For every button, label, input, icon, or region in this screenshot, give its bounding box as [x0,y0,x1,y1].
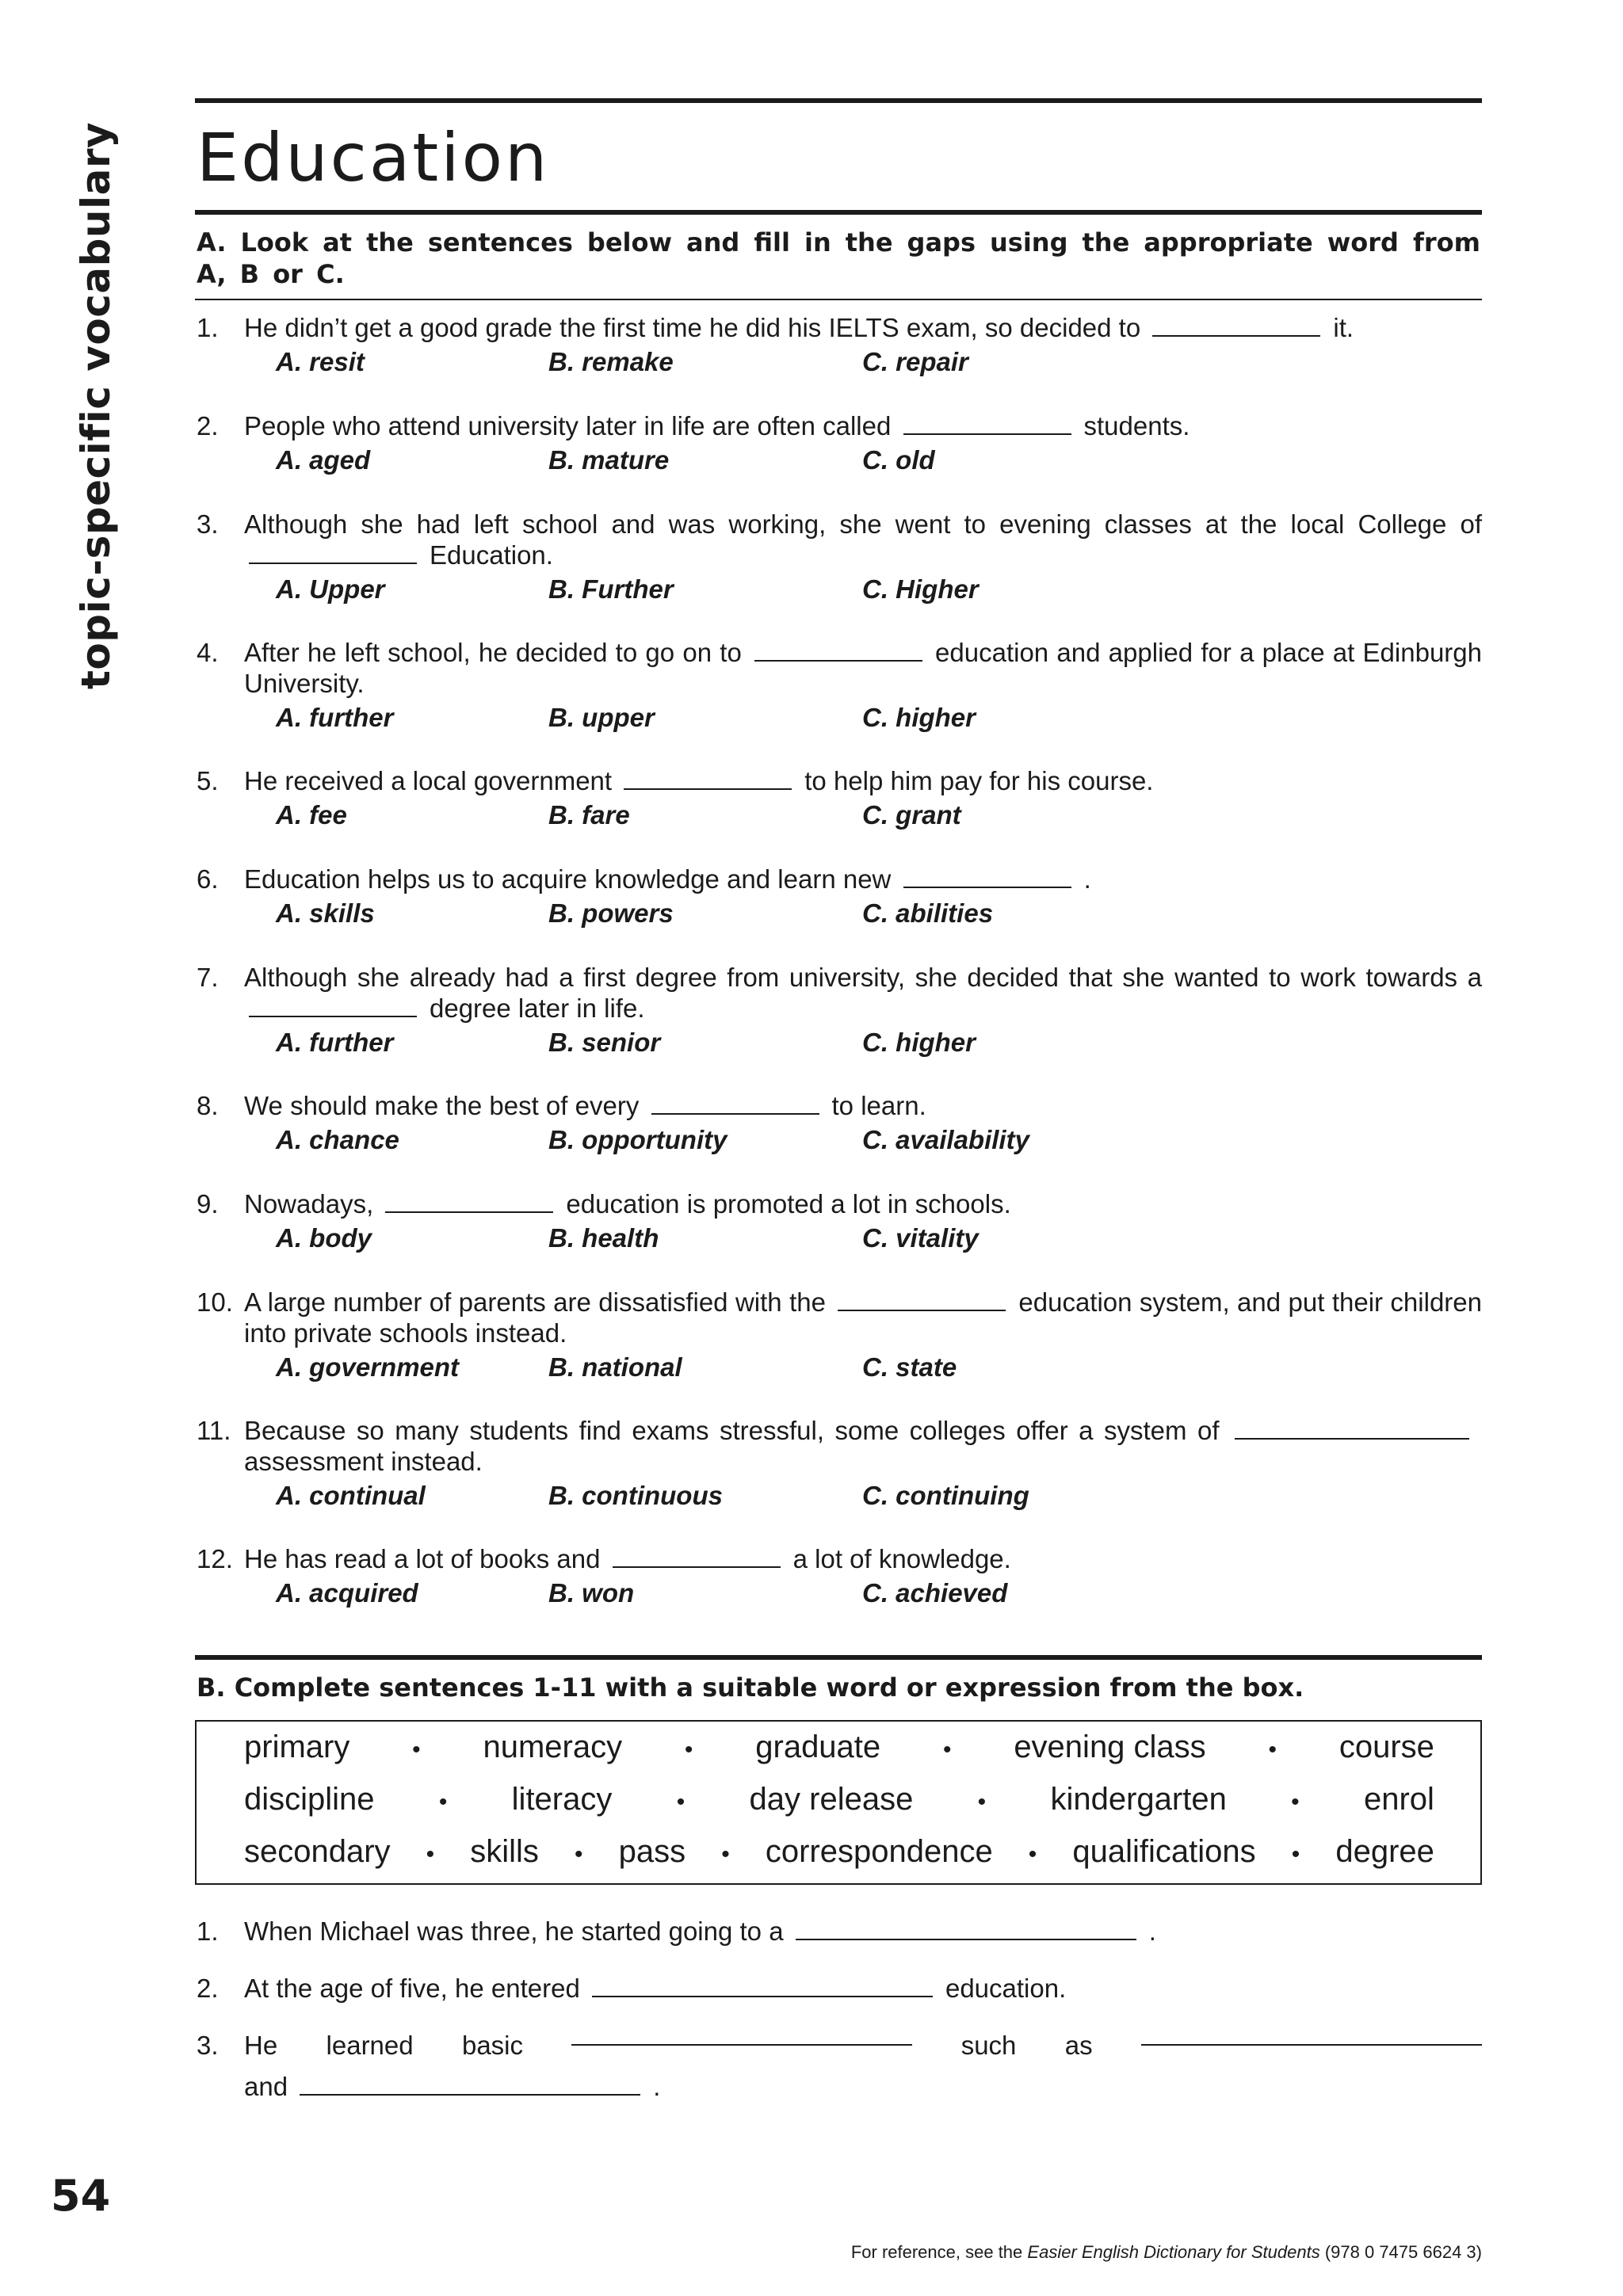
option-c[interactable]: C. achieved [862,1578,1008,1608]
option-c[interactable]: C. vitality [862,1223,979,1253]
question-stem: He has read a lot of books and [244,1544,601,1573]
option-a[interactable]: A. resit [276,347,365,376]
option-b[interactable]: B. national [548,1352,682,1382]
fill-sentence [197,2025,1482,2107]
word-box-item: day release [749,1782,914,1817]
question-5 [197,765,1482,831]
answer-blank[interactable] [651,1094,819,1115]
question-stem-end: it. [1333,313,1354,342]
question-number: 2. [197,411,219,441]
question-text [244,962,1482,1024]
answer-blank[interactable] [385,1192,553,1213]
answer-blank[interactable] [249,997,417,1017]
question-number: 11. [197,1416,231,1445]
answer-blank[interactable] [1152,316,1320,337]
option-b[interactable]: B. remake [548,347,674,376]
question-1 [197,312,1482,378]
bullet-separator: • [426,1841,435,1867]
bullet-separator: • [1291,1841,1300,1867]
question-stem: We should make the best of every [244,1091,640,1120]
question-stem-end: to help him pay for his course. [804,766,1154,795]
question-stem-end: education system, and put their children into private schools instead. [244,1287,1483,1348]
question-number: 3. [197,509,219,539]
question-stem: People who attend university later in life are often called [244,411,892,441]
bullet-separator: • [1028,1841,1037,1867]
option-b[interactable]: B. continuous [548,1481,723,1510]
question-stem: Nowadays, [244,1189,374,1219]
word-box-item: correspondence [765,1834,993,1869]
footer-isbn: (978 0 7475 6624 3) [1324,2242,1482,2262]
word-box-item: course [1338,1730,1434,1764]
bullet-separator: • [684,1737,693,1763]
option-c[interactable]: C. repair [862,347,968,376]
word-box-item: evening class [1014,1730,1206,1764]
bullet-separator: • [438,1789,448,1815]
bullet-separator: • [676,1789,685,1815]
question-stem-end: students. [1083,411,1190,441]
question-stem: He received a local government [244,766,613,795]
word-box-item: degree [1335,1834,1434,1869]
answer-blank[interactable] [300,2075,640,2096]
question-stem-end: . [1083,864,1091,894]
question-6 [197,864,1482,929]
question-8 [197,1090,1482,1156]
answer-options [197,796,1482,831]
option-c[interactable]: C. grant [862,800,961,830]
word-box-item: kindergarten [1050,1782,1227,1817]
sentence-number: 3. [197,2031,219,2060]
answer-blank[interactable] [249,543,417,564]
question-3 [197,509,1482,605]
question-number: 12. [197,1544,233,1573]
bullet-separator: • [575,1841,583,1867]
question-4 [197,637,1482,734]
option-b[interactable]: B. fare [548,800,630,830]
sentence-text: . [1148,1917,1156,1946]
page-title: Education [197,119,550,196]
answer-options [197,1477,1482,1512]
question-number: 5. [197,766,219,795]
sentence-number: 1. [197,1917,219,1946]
answer-blank[interactable] [754,641,922,662]
question-stem: He didn’t get a good grade the first time he did his IELTS exam, so decided to [244,313,1141,342]
word-box [195,1720,1482,1885]
sidebar-label: topic-specific vocabulary [73,121,119,689]
answer-blank[interactable] [624,769,792,790]
question-text [244,864,1482,894]
question-stem: Because so many students find exams stressful, some colleges offer a system of [244,1416,1220,1445]
question-stem: After he left school, he decided to go on to [244,638,742,667]
answer-blank[interactable] [1235,1419,1469,1440]
question-number: 7. [197,963,219,992]
answer-options [197,1219,1482,1254]
question-text [244,1287,1482,1348]
answer-options [197,1121,1482,1156]
option-b[interactable]: B. upper [548,703,655,732]
sentence-text: as [1064,2031,1093,2060]
bullet-separator: • [1291,1789,1300,1815]
sentence-text: such [960,2031,1017,2060]
question-text [244,509,1482,570]
answer-blank[interactable] [796,1920,1136,1940]
bullet-separator: • [942,1737,952,1763]
option-c[interactable]: C. higher [862,703,976,732]
sentence-number: 2. [197,1974,219,2003]
question-stem-end: Education. [430,540,553,570]
question-11 [197,1415,1482,1512]
answer-options [197,699,1482,734]
word-box-row [244,1782,1434,1834]
option-a[interactable]: A. acquired [276,1578,418,1608]
option-c[interactable]: C. higher [862,1028,976,1057]
option-a[interactable]: A. further [276,1028,394,1057]
answer-options [197,1348,1482,1383]
option-a[interactable]: A. Upper [276,574,385,604]
bullet-separator: • [977,1789,987,1815]
question-text [244,1543,1482,1574]
option-a[interactable]: A. government [276,1352,460,1382]
sentence-text: . [653,2072,661,2101]
option-c[interactable]: C. continuing [862,1481,1029,1510]
question-stem-end: to learn. [831,1091,926,1120]
option-b[interactable]: B. Further [548,574,674,604]
question-stem: Although she had left school and was working, she went to evening classes at the local College of [244,509,1482,539]
answer-blank[interactable] [1141,2025,1482,2046]
option-a[interactable]: A. fee [276,800,347,830]
question-text [244,1090,1482,1121]
word-box-item: qualifications [1072,1834,1256,1869]
answer-blank[interactable] [592,1977,933,1997]
divider-top [195,98,1482,103]
option-a[interactable]: A. continual [276,1481,426,1510]
word-box-row [244,1834,1434,1886]
answer-options [197,441,1482,476]
question-text [244,765,1482,796]
sentence-text: basic [461,2031,524,2060]
option-b[interactable]: B. won [548,1578,635,1608]
option-b[interactable]: B. mature [548,445,670,475]
answer-options [197,570,1482,605]
question-text [244,637,1482,699]
word-box-item: literacy [511,1782,613,1817]
option-c[interactable]: C. availability [862,1125,1029,1154]
option-b[interactable]: B. powers [548,898,674,928]
word-box-item: pass [618,1834,686,1869]
sentence-text: When Michael was three, he started going to a [244,1917,784,1946]
answer-blank[interactable] [903,414,1071,435]
footer-reference [792,2242,1482,2263]
sentence-text: and [244,2072,288,2101]
divider-section-a [195,299,1482,300]
option-c[interactable]: C. Higher [862,574,979,604]
sentence-text: At the age of five, he entered [244,1974,580,2003]
question-stem-end: degree later in life. [430,994,645,1023]
bullet-separator: • [721,1841,730,1867]
question-text [244,1188,1482,1219]
question-number: 4. [197,638,219,667]
question-10 [197,1287,1482,1383]
answer-blank[interactable] [613,1547,781,1568]
option-c[interactable]: C. state [862,1352,957,1382]
question-text [244,312,1482,343]
answer-options [197,894,1482,929]
sentence-text: He [244,2031,278,2060]
footer-text: For reference, see the [850,2242,1023,2262]
answer-blank[interactable] [571,2025,912,2046]
bullet-separator: • [412,1737,421,1763]
question-number: 8. [197,1091,219,1120]
question-number: 9. [197,1189,219,1219]
section-b-instruction: B. Complete sentences 1-11 with a suitable word or expression from the box. [197,1672,1304,1703]
page-number: 54 [51,2171,111,2221]
answer-blank[interactable] [838,1291,1006,1311]
bullet-separator: • [1268,1737,1277,1763]
word-box-item: numeracy [483,1730,623,1764]
answer-options [197,1024,1482,1058]
question-number: 1. [197,313,219,342]
option-c[interactable]: C. abilities [862,898,994,928]
option-a[interactable]: A. body [276,1223,372,1253]
option-b[interactable]: B. opportunity [548,1125,727,1154]
word-box-item: secondary [244,1834,391,1869]
answer-options [197,343,1482,378]
divider-section-b [195,1655,1482,1660]
word-box-item: enrol [1363,1782,1434,1817]
question-9 [197,1188,1482,1254]
option-b[interactable]: B. health [548,1223,659,1253]
word-box-item: graduate [755,1730,881,1764]
word-box-item: discipline [244,1782,375,1817]
answer-blank[interactable] [903,868,1071,888]
fill-sentence [197,1968,1482,2009]
question-text [244,1415,1482,1477]
question-stem: A large number of parents are dissatisfied with the [244,1287,826,1317]
question-7 [197,962,1482,1058]
question-stem-end: education is promoted a lot in schools. [566,1189,1011,1219]
option-a[interactable]: A. chance [276,1125,399,1154]
option-a[interactable]: A. further [276,703,394,732]
question-stem-end: assessment instead. [244,1447,483,1476]
question-stem-end: a lot of knowledge. [792,1544,1011,1573]
footer-book-title: Easier English Dictionary for Students [1027,2242,1320,2262]
question-number: 10. [197,1287,233,1317]
option-a[interactable]: A. aged [276,445,371,475]
option-c[interactable]: C. old [862,445,935,475]
question-12 [197,1543,1482,1609]
word-box-row [244,1730,1434,1782]
word-box-item: skills [470,1834,539,1869]
question-2 [197,410,1482,476]
fill-sentence [197,1911,1482,1952]
option-b[interactable]: B. senior [548,1028,661,1057]
question-stem-end: education and applied for a place at Edinburgh University. [244,638,1482,698]
answer-options [197,1574,1482,1609]
question-number: 6. [197,864,219,894]
sentence-text: education. [945,1974,1067,2003]
word-box-item: primary [244,1730,350,1764]
question-stem: Although she already had a first degree from university, she decided that she wanted to work towards a [244,963,1482,992]
question-text [244,410,1482,441]
question-stem: Education helps us to acquire knowledge and learn new [244,864,892,894]
divider-title [195,210,1482,215]
section-a-instruction: A. Look at the sentences below and fill in the gaps using the appropriate word from A, B or C. [197,227,1480,289]
sentence-text: learned [326,2031,414,2060]
option-a[interactable]: A. skills [276,898,375,928]
